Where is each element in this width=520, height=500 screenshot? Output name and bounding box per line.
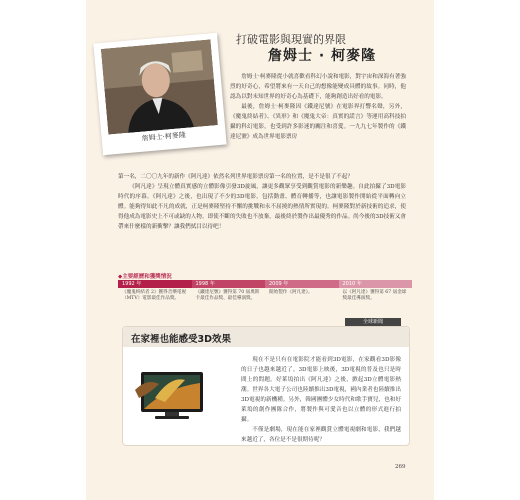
main-text	[118, 172, 406, 232]
box-paragraph: 不僅是劇場，現在能在家裡觀賞立體電視劇和電影，我們越來越近了，各位是不是很期待呢？	[241, 427, 401, 443]
box-paragraph: 現在不是只有在電影院才能看到3D電影，在家觀看3D影像的日子也越來越近了。3D電影上映後，3D電視的普及也只是時間上的問題。好萊塢拍出《阿凡達》之後，掀起3D立體電影熱潮。世界各大電子公司也陸續推出3D電視，國內業者也陸續推出3D電視的新機種。另外，韓國團體少女時代和歌手寶兒，也和好萊塢的創作團隊合作，將製作與可愛音也以立體的形式進行拍攝。	[241, 357, 401, 423]
timeline-desc-2009: 開始製作《阿凡達》。	[269, 290, 313, 295]
portrait-photo-frame	[93, 33, 226, 155]
timeline-desc-2010: 以《阿凡達》獲得第 67 屆金球獎最佳導演獎。	[342, 290, 407, 301]
photo-caption: 詹姆士·柯麥隆	[141, 130, 187, 143]
main-paragraph: 第一名，二〇〇九年的新作《阿凡達》依然名列世界電影票房第一名的位置，是不是很了不起？	[118, 174, 353, 180]
box-title: 在家裡也能感受3D效果	[131, 334, 231, 345]
timeline-year-2010: 2010 年	[339, 280, 413, 288]
timeline-heading: ◆主要經歷和獲獎情況	[118, 274, 172, 280]
timeline-desc-1992: 《魔鬼終結者 2》獲得音樂電視（MTV）電影最佳作品獎。	[122, 290, 187, 301]
3d-tv-illustration	[135, 368, 209, 424]
timeline-descriptions	[118, 290, 412, 302]
timeline-year-1998: 1998 年	[192, 280, 266, 288]
timeline-year-2009: 2009 年	[265, 280, 339, 288]
intro-text	[230, 72, 406, 142]
global-news-tag: 全球新聞	[345, 318, 401, 327]
intro-paragraph: 詹姆士·柯麥隆從小就喜歡看科幻小說和電影，對宇宙和深海有著強烈的好奇心，希望將來有一天自己的想像能變成具體的故事。同時，他認為以對未知世界的好奇心為基礎下，能夠創造出好看的電影。	[230, 74, 406, 100]
article-kicker: 打破電影與現實的界限	[236, 33, 346, 46]
timeline-year-1992: 1992 年	[118, 280, 192, 288]
timeline-bar	[118, 280, 412, 288]
box-text	[241, 355, 401, 445]
intro-paragraph: 最後，詹姆士·柯麥隆因《鐵達尼號》在電影界打響名聲，另外，《魔鬼終結者》、《異形》和《魔鬼大帝：真實的謊言》等運用高科技拍攝的科幻電影，也受到許多影迷的關注和喜愛。一九九七年製作的《鐵達尼號》成為世界電影票房	[230, 104, 406, 140]
portrait-photo	[101, 39, 218, 134]
box-header	[123, 327, 409, 347]
main-paragraph: 《阿凡達》呈現立體真實感的立體影像引發3D旋風，讓更多觀眾享受到觀賞電影的新樂趣。自此拍攝了3D電影時代的序幕。《阿凡達》之後，也出現了不少的3D電影，包括動畫、體育轉播等，也讓電影製作開始從平面轉向立體。能夠得知此不凡的成就，正是柯麥隆堅持不懈的挑戰和永不屈撓的熱情所實現的。柯麥隆對於新技術的追求，使得他成為電影史上不可或缺的人物。即使不斷的失敗也不放棄，最後終於製作出最優秀的作品。尚今後的3D技術又會帶來什麼樣的新衝擊？讓我們拭目以待吧！	[118, 184, 406, 230]
page-number: 269	[395, 464, 406, 470]
timeline-desc-1998: 《鐵達尼號》獲得第 70 屆奧斯卡最佳作品獎、最佳導演獎。	[195, 290, 260, 301]
article-title: 詹姆士 · 柯麥隆	[268, 48, 377, 64]
